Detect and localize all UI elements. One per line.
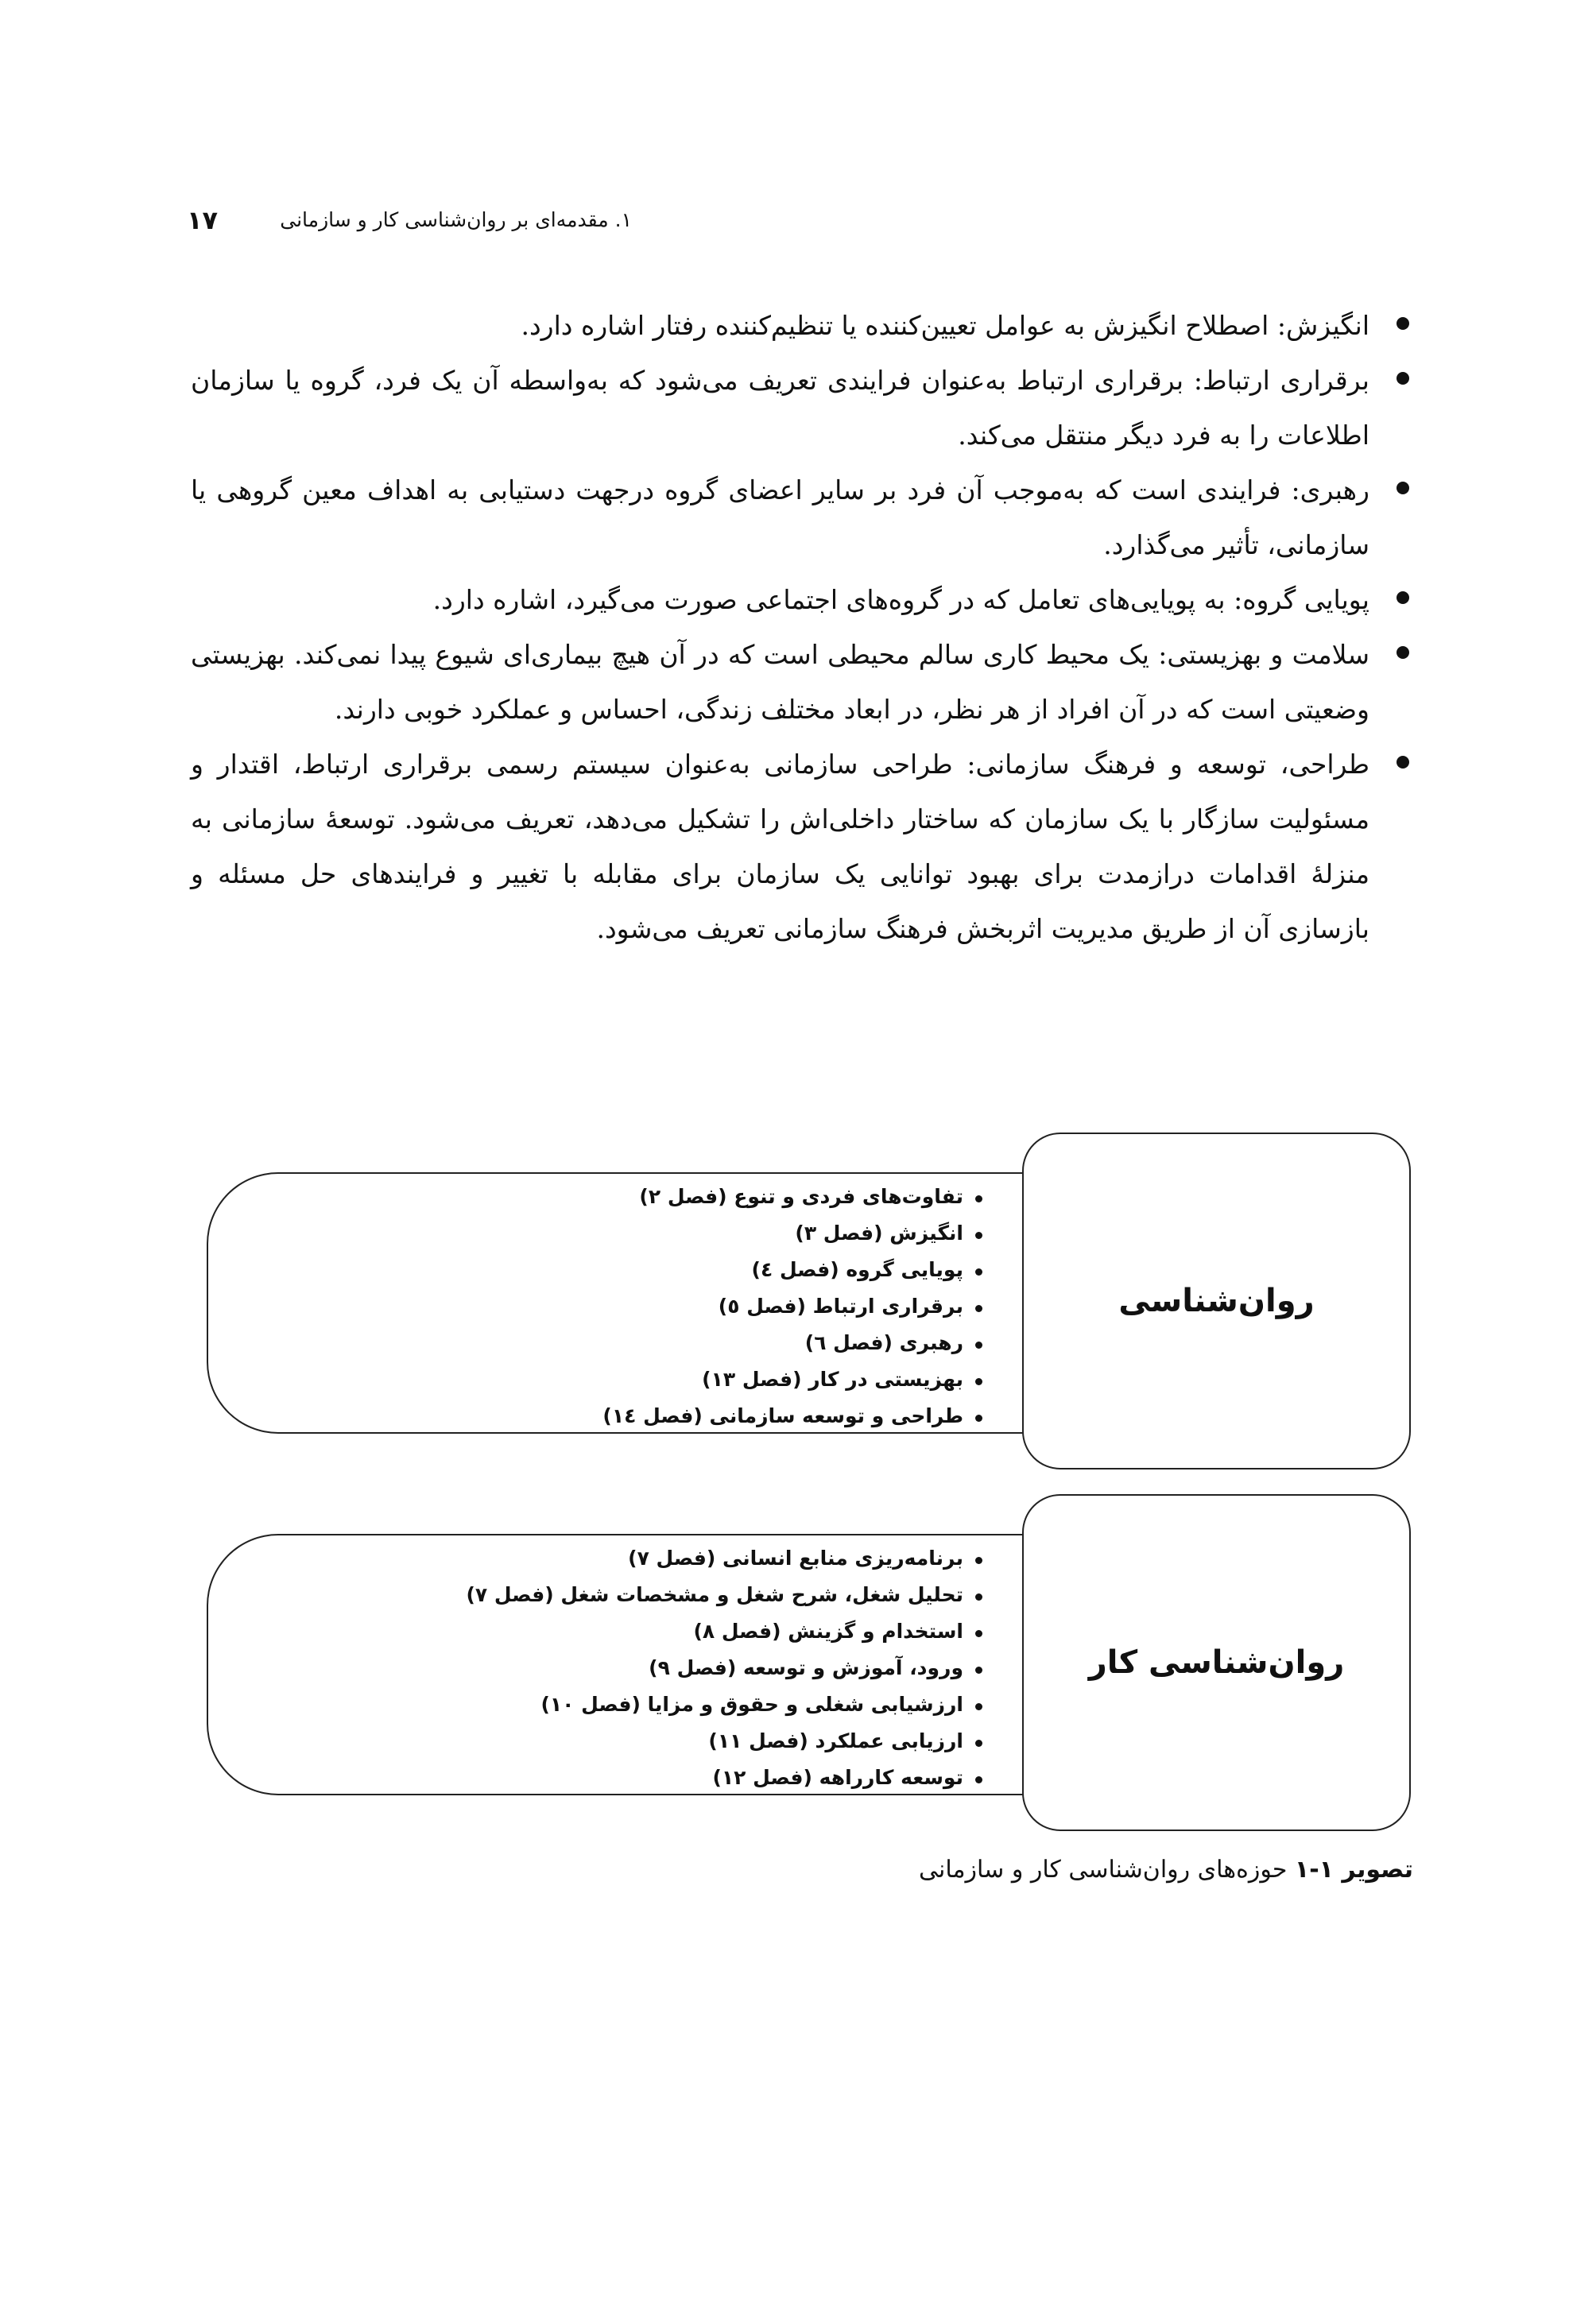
figure-panel-psychology [203,1133,1411,1470]
topic-item: تفاوت‌های فردی و تنوع (فصل ۲) [602,1179,986,1215]
bullet-icon [1396,317,1409,330]
topic-item: رهبری (فصل ٦) [602,1325,986,1361]
panel-label-box [1022,1133,1411,1469]
running-header [187,205,632,248]
topic-item: برنامه‌ریزی منابع انسانی (فصل ۷) [466,1540,986,1577]
definition-item [191,737,1411,956]
definition-item [191,353,1411,463]
topic-item: توسعه کارراهه (فصل ۱۲) [466,1760,986,1796]
bullet-icon [1396,591,1409,604]
definition-text: پویایی گروه: به پویایی‌های تعامل که در گروه‌های اجتماعی صورت می‌گیرد، اشاره دارد. [432,584,1369,615]
panel-label: روان‌شناسی کار [1088,1644,1345,1681]
topic-item: طراحی و توسعه سازمانی (فصل ١٤) [602,1398,986,1435]
topic-item: تحلیل شغل، شرح شغل و مشخصات شغل (فصل ۷) [466,1577,986,1613]
definition-item [191,572,1411,627]
caption-label: تصویر ۱-۱ [1294,1856,1413,1884]
definition-text: طراحی، توسعه و فرهنگ سازمانی: طراحی سازمانی به‌عنوان سیستم رسمی برقراری ارتباط، اقتدار و مسئولیت سازگار با یک سازمان که ساختار داخلی‌اش را تشکیل می‌دهد، تعریف می‌شود. توسعهٔ سازمانی به منزلهٔ اقدامات درازمدت برای بهبود توانایی یک سازمان برای مقابله با تغییر و فرایندهای حل مسئله و بازسازی آن از طریق مدیریت اثربخش فرهنگ سازمانی تعریف می‌شود. [191,749,1369,944]
definition-item [191,463,1411,572]
caption-text: حوزه‌های روان‌شناسی کار و سازمانی [918,1856,1288,1884]
topic-item: انگیزش (فصل ۳) [602,1215,986,1252]
definition-text: سلامت و بهزیستی: یک محیط کاری سالم محیطی است که در آن هیچ بیماری‌ای شیوع پیدا نمی‌کند. بهزیستی وضعیتی است که در آن افراد از هر نظر، در ابعاد مختلف زندگی، احساس و عملکرد خوبی دارند. [191,639,1369,725]
page-number: ۱۷ [187,205,219,235]
definition-item [191,627,1411,737]
definitions-list [191,298,1411,956]
topic-item: بهزیستی در کار (فصل ۱۳) [602,1361,986,1398]
panel-label: روان‌شناسی [1118,1283,1315,1319]
definition-text: انگیزش: اصطلاح انگیزش به عوامل تعیین‌کننده یا تنظیم‌کننده رفتار اشاره دارد. [521,310,1369,341]
topics-list [602,1179,986,1435]
topic-item: ارزشیابی شغلی و حقوق و مزایا (فصل ۱۰) [466,1686,986,1723]
running-title: ۱. مقدمه‌ای بر روان‌شناسی کار و سازمانی [280,208,632,231]
topic-item: ارزیابی عملکرد (فصل ۱۱) [466,1723,986,1760]
definition-item [191,298,1411,353]
bullet-icon [1396,482,1409,494]
panel-label-box [1022,1494,1411,1831]
definition-text: رهبری: فرایندی است که به‌موجب آن فرد بر سایر اعضای گروه درجهت دستیابی به اهداف معین گروهی یا سازمانی، تأثیر می‌گذارد. [191,474,1369,560]
topics-list [466,1540,986,1796]
figure [203,1133,1411,1832]
figure-caption [919,1856,1413,1884]
figure-panel-work-psychology [203,1494,1411,1832]
bullet-icon [1396,756,1409,769]
definition-text: برقراری ارتباط: برقراری ارتباط به‌عنوان فرایندی تعریف می‌شود که به‌واسطه آن یک فرد، گروه یا سازمان اطلاعات را به فرد دیگر منتقل می‌کند. [191,365,1369,451]
topic-item: برقراری ارتباط (فصل ٥) [602,1288,986,1325]
bullet-icon [1396,372,1409,385]
topic-item: استخدام و گزینش (فصل ۸) [466,1613,986,1650]
topic-item: ورود، آموزش و توسعه (فصل ۹) [466,1650,986,1686]
bullet-icon [1396,646,1409,659]
topic-item: پویایی گروه (فصل ٤) [602,1252,986,1288]
